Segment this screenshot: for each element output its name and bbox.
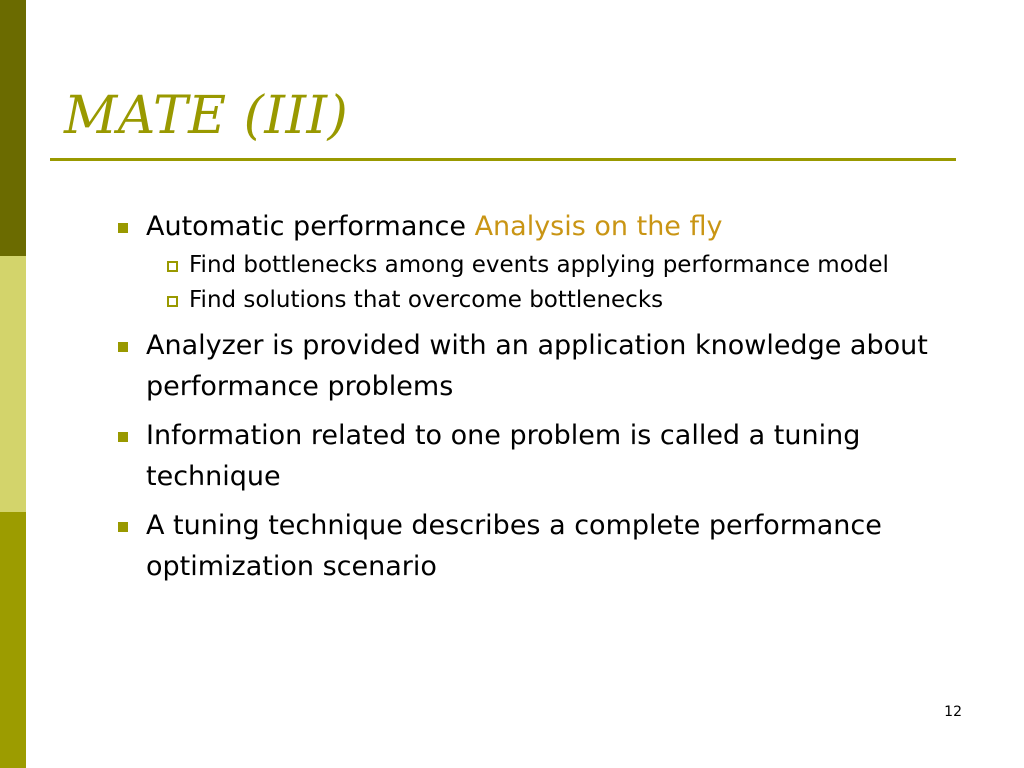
bullet-item bbox=[112, 505, 972, 587]
sidebar-segment-middle bbox=[0, 256, 26, 512]
bullet-text: Information related to one problem is called a tuning technique bbox=[146, 420, 861, 492]
sub-bullet-item bbox=[112, 249, 972, 282]
bullet-highlight-text: Analysis on the fly bbox=[474, 211, 723, 242]
bullet-item bbox=[112, 415, 972, 497]
hollow-square-bullet-icon bbox=[167, 261, 178, 272]
hollow-square-bullet-icon bbox=[167, 296, 178, 307]
title-underline bbox=[50, 158, 956, 161]
bullet-text: Analyzer is provided with an application knowledge about performance problems bbox=[146, 330, 928, 402]
square-bullet-icon bbox=[118, 223, 128, 233]
slide-title: MATE (III) bbox=[64, 86, 349, 146]
sidebar-segment-top bbox=[0, 0, 26, 256]
page-number: 12 bbox=[944, 704, 962, 720]
sub-bullet-item bbox=[112, 284, 972, 317]
bullet-list bbox=[112, 206, 972, 595]
bullet-text: Automatic performance bbox=[146, 211, 475, 242]
sub-bullet-text: Find bottlenecks among events applying performance model bbox=[189, 252, 889, 278]
bullet-text: A tuning technique describes a complete performance optimization scenario bbox=[146, 510, 882, 582]
sub-bullet-list bbox=[146, 249, 972, 317]
bullet-item bbox=[112, 325, 972, 407]
decorative-sidebar bbox=[0, 0, 26, 768]
bullet-item bbox=[112, 206, 972, 317]
sub-bullet-text: Find solutions that overcome bottlenecks bbox=[189, 287, 664, 313]
square-bullet-icon bbox=[118, 522, 128, 532]
sidebar-segment-bottom bbox=[0, 512, 26, 768]
square-bullet-icon bbox=[118, 432, 128, 442]
square-bullet-icon bbox=[118, 342, 128, 352]
